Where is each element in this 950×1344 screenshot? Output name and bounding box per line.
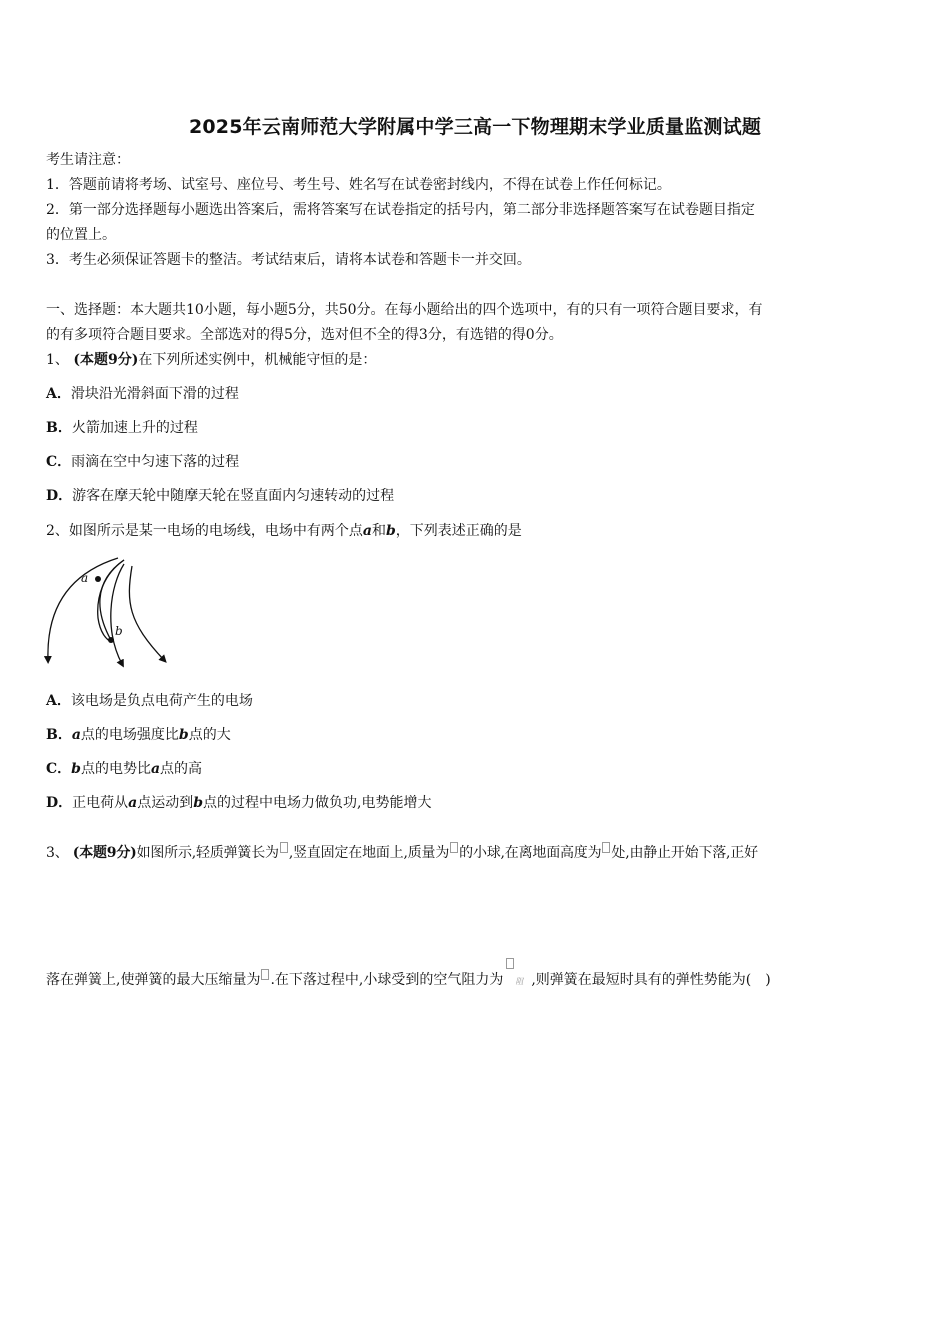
q3-text: 如图所示,轻质弹簧长为 xyxy=(136,845,279,861)
q3-points: (本题9分) xyxy=(72,845,137,861)
q1-number: 1、 xyxy=(46,352,69,368)
q1-option-b xyxy=(46,418,908,438)
option-text: 点的电场强度比 xyxy=(80,727,179,743)
option-text: 滑块沿光滑斜面下滑的过程 xyxy=(70,386,239,402)
fraction-subscript: 阻 xyxy=(515,977,524,986)
var-b: b xyxy=(193,795,204,811)
option-text-end: 点的高 xyxy=(160,761,203,777)
option-letter: B． xyxy=(46,420,72,436)
q2-option-d xyxy=(46,793,908,813)
air-resistance-fraction xyxy=(503,958,531,988)
q3-text: 落在弹簧上,使弹簧的最大压缩量为 xyxy=(46,972,261,988)
q3-stem-line-1 xyxy=(46,842,908,863)
option-text-end: 点的过程中电场力做负功,电势能增大 xyxy=(203,795,432,811)
label-b: b xyxy=(115,624,123,638)
option-letter: A． xyxy=(46,386,71,402)
option-text: 该电场是负点电荷产生的电场 xyxy=(70,693,253,709)
option-text: 正电荷从 xyxy=(72,795,129,811)
q2-stem-text: 2、如图所示是某一电场的电场线，电场中有两个点 xyxy=(46,523,363,539)
q1-option-c xyxy=(46,452,908,472)
q1-stem xyxy=(46,350,908,370)
option-letter: A． xyxy=(46,693,71,709)
field-line-4 xyxy=(111,564,124,664)
formula-placeholder-icon xyxy=(602,842,610,853)
option-letter: D． xyxy=(46,488,73,504)
formula-placeholder-icon xyxy=(506,958,514,969)
field-line-5 xyxy=(129,566,164,660)
q3-stem-line-2 xyxy=(46,958,908,990)
section-instructions-1: 一、选择题：本大题共10小题，每小题5分，共50分。在每小题给出的四个选项中，有的只有一项符合题目要求，有 xyxy=(46,302,763,318)
q2-option-c xyxy=(46,759,908,779)
option-text: 点的电势比 xyxy=(80,761,151,777)
q3-number: 3、 xyxy=(46,845,69,861)
q2-option-a xyxy=(46,691,908,711)
option-letter: C． xyxy=(46,454,72,470)
q3-text: 处,由静止开始下落,正好 xyxy=(611,845,758,861)
q1-option-d xyxy=(46,486,908,506)
point-b: b xyxy=(385,523,396,539)
notice-item-2-cont: 的位置上。 xyxy=(46,227,116,243)
q1-option-a xyxy=(46,384,908,404)
notice-item-3: 3．考生必须保证答题卡的整洁。考试结束后，请将本试卷和答题卡一并交回。 xyxy=(46,252,531,268)
option-letter: C． xyxy=(46,761,72,777)
q2-stem-text-2: ，下列表述正确的是 xyxy=(395,523,522,539)
notice-heading: 考生请注意： xyxy=(46,152,130,168)
q2-option-b xyxy=(46,725,908,745)
var-b: b xyxy=(71,761,81,777)
q3-text: ,竖直固定在地面上,质量为 xyxy=(288,845,450,861)
option-text: 游客在摩天轮中随摩天轮在竖直面内匀速转动的过程 xyxy=(72,488,395,504)
notice-item-1: 1．答题前请将考场、试室号、座位号、考生号、姓名写在试卷密封线内，不得在试卷上作任何标记。 xyxy=(46,177,671,193)
q2-stem xyxy=(46,521,908,541)
var-b: b xyxy=(178,727,189,743)
electric-field-lines-figure xyxy=(40,552,180,670)
point-a: a xyxy=(362,523,372,539)
formula-placeholder-icon xyxy=(261,969,269,980)
option-letter: D． xyxy=(46,795,73,811)
option-text-mid: 点运动到 xyxy=(137,795,194,811)
q3-text: 的小球,在离地面高度为 xyxy=(459,845,602,861)
q2-and: 和 xyxy=(371,523,386,539)
var-a: a xyxy=(128,795,138,811)
point-a-marker xyxy=(95,576,101,582)
option-text: 火箭加速上升的过程 xyxy=(71,420,198,436)
option-text-end: 点的大 xyxy=(188,727,231,743)
option-text: 雨滴在空中匀速下落的过程 xyxy=(71,454,240,470)
exam-title: 2025年云南师范大学附属中学三高一下物理期末学业质量监测试题 xyxy=(188,116,762,138)
formula-placeholder-icon xyxy=(450,842,458,853)
formula-placeholder-icon xyxy=(280,842,288,853)
notice-item-2: 2．第一部分选择题每小题选出答案后，需将答案写在试卷指定的括号内，第二部分非选择题答案写在试卷题目指定 xyxy=(46,202,755,218)
option-letter: B． xyxy=(46,727,72,743)
q1-points: (本题9分) xyxy=(73,352,139,368)
section-instructions-2: 的有多项符合题目要求。全部选对的得5分，选对但不全的得3分，有选错的得0分。 xyxy=(46,327,563,343)
var-a: a xyxy=(71,727,81,743)
q3-text: ,则弹簧在最短时具有的弹性势能为( ) xyxy=(531,972,771,988)
var-a: a xyxy=(150,761,161,777)
label-a: a xyxy=(81,571,89,585)
point-b-marker xyxy=(108,637,114,643)
q1-stem-text: 在下列所述实例中，机械能守恒的是： xyxy=(138,352,377,368)
q3-text: .在下落过程中,小球受到的空气阻力为 xyxy=(270,972,504,988)
